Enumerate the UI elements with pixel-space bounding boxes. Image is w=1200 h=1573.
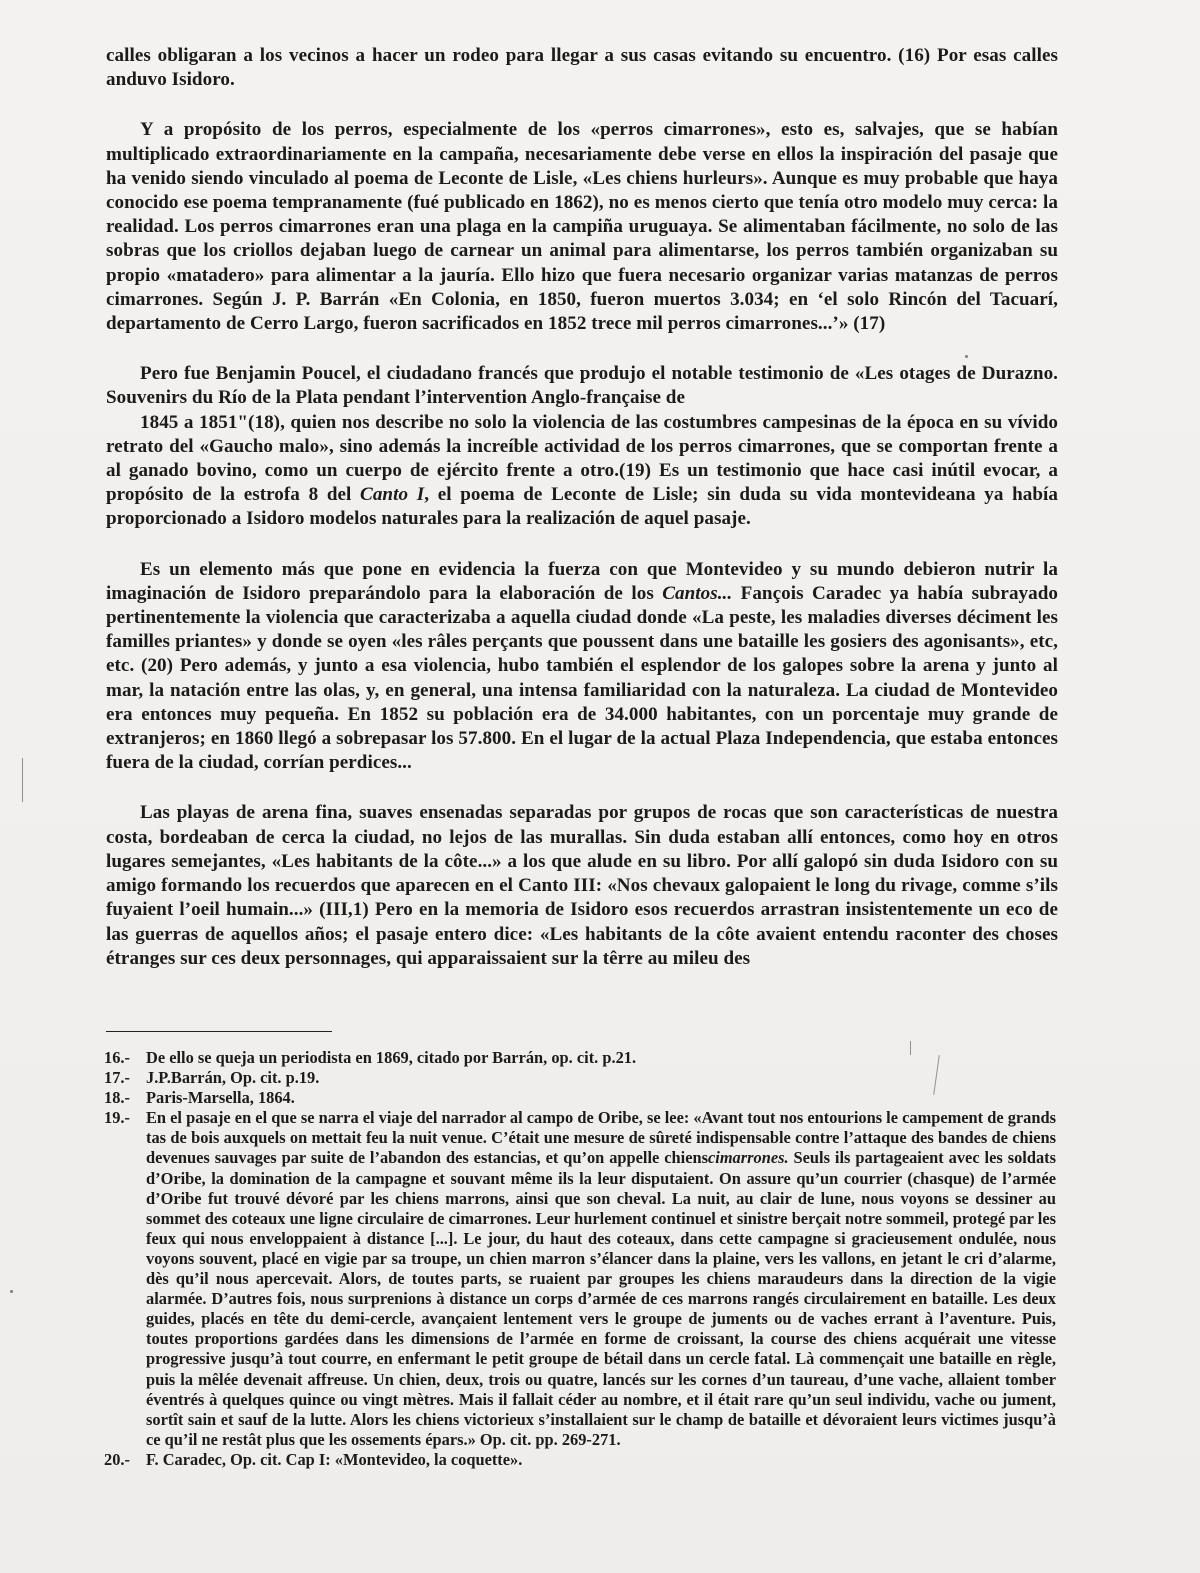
- footnote-text: [146, 1108, 1056, 1450]
- footnote-number: 18.-: [104, 1088, 130, 1108]
- paragraph-4-text-b: Fançois Caradec ya había subrayado pertinentemente la violencia que caracterizaba a aquella ciudad donde «La peste, les maladies diverses déciment les familles priantes» y donde se oyen «les râles perçants que poussent dans une bataille les gosiers des agonisants», etc, etc. (20) Pero además, y junto a esa violencia, hubo también el esplendor de los galopes sobre la arena y junto al mar, la natación entre las olas, y, en general, una intensa familiaridad con la naturaleza. La ciudad de Montevideo era entonces muy pequeña. En 1852 su población era de 34.000 habitantes, con un porcentaje muy grande de extranjeros; en 1860 llegó a sobrepasar los 57.800. En el lugar de la actual Plaza Independencia, que estaba entonces fuera de la ciudad, corrían perdices...: [106, 582, 1058, 774]
- footnote-20: [104, 1450, 1056, 1470]
- paragraph-3-text-c: , el poema de Leconte de Lisle; sin duda su vida montevideana ya había proporcionado a Isidoro modelos naturales para la realización de aquel pasaje.: [106, 484, 1058, 530]
- footnote-16: [104, 1048, 1056, 1068]
- paragraph-5: [106, 801, 1058, 970]
- footnote-number: 19.-: [104, 1108, 130, 1128]
- paragraph-3: [106, 362, 1058, 531]
- footnote-19: [104, 1108, 1056, 1450]
- paragraph-2-text: Y a propósito de los perros, especialmente de los «perros cimarrones», esto es, salvajes, que se habían multiplicado extraordinariamente en la campaña, necesariamente debe verse en ellos la inspiración del pasaje que ha venido siendo vinculado al poema de Leconte de Lisle, «Les chiens hurleurs». Aunque es muy probable que haya conocido ese poema tempranamente (fué publicado en 1862), no es menos cierto que tenía otro modelo muy cerca: la realidad. Los perros cimarrones eran una plaga en la campiña uruguaya. Se alimentaban fácilmente, no solo de las sobras que los criollos dejaban luego de carnear un animal para alimentarse, los perros también organizaban su propio «matadero» para alimentar a la jauría. Ello hizo que fuera necesario organizar varias matanzas de perros cimarrones. Según J. P. Barrán «En Colonia, en 1850, fueron muertos 3.034; en ‘el solo Rincón del Tacuarí, departamento de Cerro Largo, fueron sacrificados en 1852 trece mil perros cimarrones...’» (17): [106, 119, 1058, 335]
- paragraph-1: [106, 44, 1058, 92]
- scan-mark: [910, 1041, 911, 1055]
- footnote-number: 17.-: [104, 1068, 130, 1088]
- footnote-text: J.P.Barrán, Op. cit. p.19.: [146, 1068, 320, 1088]
- footnote-18: [104, 1088, 1056, 1108]
- footnote-19-text-a: En el pasaje en el que se narra el viaje del narrador al campo de Oribe, se lee: «Avant tout nos entourions le campement de grands tas de bois auxquels on mettait feu la nuit venue. C’était une mesure de sûreté indispensable contre l’attaque des bandes de chiens devenues sauvages par suite de l’abandon des estancias, et qu’on appelle chiens: [146, 1108, 1056, 1168]
- paragraph-3-text-a: Pero fue Benjamin Poucel, el ciudadano francés que produjo el notable testimonio de «Les otages de Durazno. Souvenirs du Río de la Plata pendant l’intervention Anglo-française de: [106, 363, 1058, 409]
- scan-dot: [965, 355, 968, 358]
- cantos-title: Cantos...: [662, 582, 733, 604]
- footnote-17: [104, 1068, 1056, 1088]
- footnote-19-emphasis: cimarrones.: [707, 1148, 789, 1168]
- footnote-number: 20.-: [104, 1449, 130, 1469]
- scan-dot: [10, 1290, 13, 1293]
- footnote-divider: [106, 1031, 332, 1032]
- footnote-text: De ello se queja un periodista en 1869, citado por Barrán, op. cit. p.21.: [146, 1048, 637, 1067]
- paragraph-4-text-a: Es un elemento más que pone en evidencia la fuerza con que Montevideo y su mundo debieron nutrir la imaginación de Isidoro preparándolo para la elaboración de los: [106, 558, 1058, 604]
- paragraph-1-text: calles obligaran a los vecinos a hacer un rodeo para llegar a sus casas evitando su encuentro. (16) Por esas calles anduvo Isidoro.: [106, 45, 1058, 91]
- paragraph-2: [106, 118, 1058, 336]
- footnote-number: 16.-: [104, 1048, 130, 1067]
- footnotes: [104, 1048, 1056, 1470]
- footnote-text: F. Caradec, Op. cit. Cap I: «Montevideo, la coquette».: [146, 1449, 523, 1469]
- scan-mark: [22, 758, 23, 802]
- paragraph-5-text: Las playas de arena fina, suaves ensenadas separadas por grupos de rocas que son características de nuestra costa, bordeaban de cerca la ciudad, no lejos de las murallas. Sin duda estaban allí entonces, como hoy en otros lugares semejantes, «Les habitants de la côte...» a los que alude en su libro. Por allí galopó sin duda Isidoro con su amigo formando los recuerdos que aparecen en el Canto III: «Nos chevaux galopaient le long du rivage, comme s’ils fuyaient l’oeil humain...» (III,1) Pero en la memoria de Isidoro esos recuerdos arrastran insistentemente un eco de las guerras de aquellos años; el pasaje entero dice: «Les habitants de la côte avaient entendu raconter des choses étranges sur ces deux personnages, qui apparaissaient sur la têrre au mileu des: [106, 802, 1058, 969]
- paragraph-4: [106, 558, 1058, 776]
- footnote-text: Paris-Marsella, 1864.: [146, 1088, 295, 1108]
- main-text: [106, 44, 1058, 971]
- footnote-19-text-b: Seuls ils partageaient avec les soldats d’Oribe, la domination de la campagne et souvant même ils la leur disputaient. On assure qu’un courrier (chasque) de l’armée d’Oribe fut trouvé dévoré par les chiens marrons, ainsi que son cheval. La nuit, au clair de lune, nous voyons se dessiner au sommet des coteaux une ligne circulaire de cimarrones. Leur hurlement continuel et sinistre berçait notre sommeil, protegé par les feux qui nous enveloppaient à distance [...]. Le jour, du haut des coteaux, dans cette campagne si gracieusement ondulée, nous voyons souvent, placé en vigie par sa troupe, un chien marron s’élancer dans la plaine, vers les vallons, en jetant le cri d’alarme, dès qu’il nous apercevait. Alors, de toutes parts, se ruaient par groupes les chiens maraudeurs dans la direction de la vigie alarmée. D’autres fois, nous surprenions à distance un corps d’armée de ces marrons rangés circulairement en bataille. Les deux guides, placés en tête du demi-cercle, avançaient lentement vers le groupe de juments ou de vaches errant à l’aventure. Puis, toutes proportions gardées dans les dimensions de l’armée en forme de croissant, la course des chiens acquérait une vitesse progressive jusqu’à tout courre, en enfermant le petit groupe de bétail dans un cercle fatal. Là commençait une bataille en règle, puis la mêlée devenait affreuse. Un chien, deux, trois ou quatre, lancés sur les cornes d’un taureau, d’une vache, allaient tomber éventrés à quelques quince ou vingt mètres. Mais il fallait céder au nombre, et il était rare qu’un seul individu, vache ou jument, sortît sain et sauf de la lutte. Alors les chiens victorieux s’installaient sur le champ de bataille et dévoraient leurs victimes jusqu’à ce qu’il ne restât plus que les ossements épars.» Op. cit. pp. 269-271.: [146, 1148, 1056, 1449]
- canto-title: Canto I: [360, 484, 425, 506]
- paragraph-3-text-b: 1845 a 1851"(18), quien nos describe no solo la violencia de las costumbres campesinas de la época en su vívido retrato del «Gaucho malo», sino además la increíble actividad de los perros cimarrones, que se comportan frente a al ganado bovino, como un cuerpo de ejército frente a otro.(19) Es un testimonio que hace casi inútil evocar, a propósito de la estrofa 8 del: [106, 411, 1058, 506]
